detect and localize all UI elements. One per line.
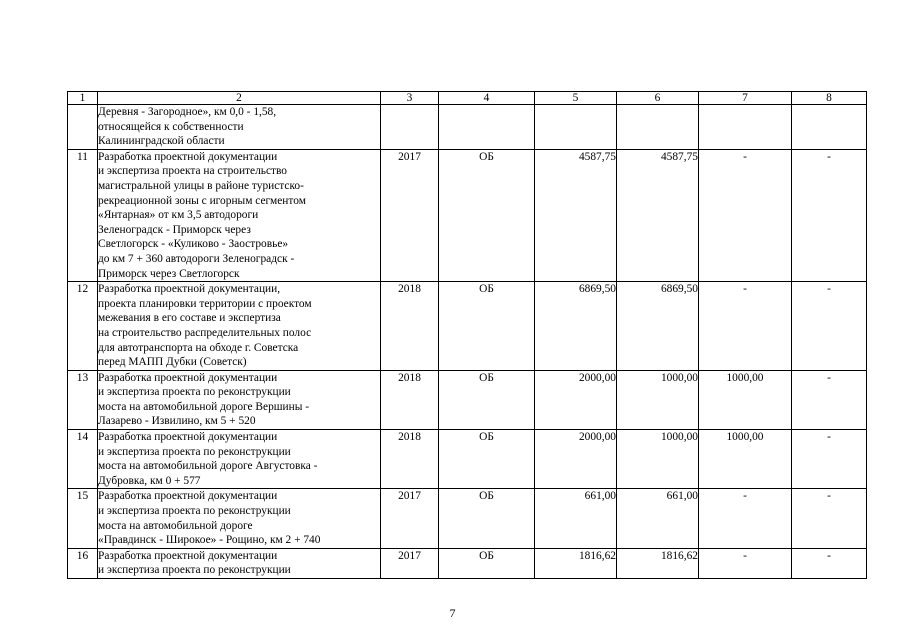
- cell-num: 14: [68, 430, 98, 489]
- cell-num: 15: [68, 489, 98, 548]
- cell-name-line: и экспертиза проекта по реконструкции: [98, 445, 291, 458]
- cell-col8: -: [792, 548, 867, 578]
- cell-col8: [792, 105, 867, 150]
- cell-name-line: Разработка проектной документации,: [98, 283, 281, 296]
- cell-name: [98, 282, 381, 371]
- cell-col8: -: [792, 489, 867, 548]
- cell-name-line: «Янтарная» от км 3,5 автодороги: [98, 209, 259, 222]
- cell-name-line: относящейся к собственности: [98, 120, 244, 133]
- cell-col5: [535, 105, 617, 150]
- table-row: [68, 548, 867, 578]
- cell-col5: 2000,00: [535, 430, 617, 489]
- header-col-2: 2: [98, 92, 381, 105]
- table-row: [68, 149, 867, 281]
- cell-name-line: моста на автомобильной дороге Вершины -: [98, 400, 310, 413]
- table-row: [68, 430, 867, 489]
- cell-name-line: и экспертиза проекта по реконструкции: [98, 564, 291, 577]
- cell-col7: 1000,00: [699, 430, 792, 489]
- header-col-5: 5: [535, 92, 617, 105]
- header-col-6: 6: [617, 92, 699, 105]
- cell-name-line: перед МАПП Дубки (Советск): [98, 356, 247, 369]
- cell-name-line: Разработка проектной документации: [98, 431, 278, 444]
- cell-name-line: моста на автомобильной дороге: [98, 519, 253, 532]
- cell-name-line: Калининградской области: [98, 135, 225, 148]
- table-body: [68, 105, 867, 579]
- cell-year: [381, 105, 439, 150]
- cell-name-line: до км 7 + 360 автодороги Зеленоградск -: [98, 252, 295, 265]
- continuation-row: [68, 105, 867, 150]
- cell-name: [98, 105, 381, 150]
- cell-num: 16: [68, 548, 98, 578]
- cell-name-line: Разработка проектной документации: [98, 371, 278, 384]
- cell-source: ОБ: [439, 489, 535, 548]
- cell-col7: -: [699, 282, 792, 371]
- cell-name-line: межевания в его составе и экспертиза: [98, 312, 281, 325]
- cell-year: 2018: [381, 370, 439, 429]
- cell-col5: 661,00: [535, 489, 617, 548]
- cell-name-line: и экспертиза проекта по реконструкции: [98, 505, 291, 518]
- cell-col7: [699, 105, 792, 150]
- cell-name-line: Дубровка, км 0 + 577: [98, 474, 201, 487]
- cell-name-line: Лазарево - Извилино, км 5 + 520: [98, 415, 256, 428]
- cell-col5: 2000,00: [535, 370, 617, 429]
- cell-col7: -: [699, 489, 792, 548]
- header-col-3: 3: [381, 92, 439, 105]
- cell-name-line: Зеленоградск - Приморск через: [98, 223, 251, 236]
- header-col-7: 7: [699, 92, 792, 105]
- header-col-1: 1: [68, 92, 98, 105]
- cell-name-line: Разработка проектной документации: [98, 150, 278, 163]
- table-row: [68, 282, 867, 371]
- cell-name: [98, 370, 381, 429]
- cell-source: ОБ: [439, 282, 535, 371]
- cell-name-line: на строительство распределительных полос: [98, 326, 312, 339]
- cell-name-line: для автотранспорта на обходе г. Советска: [98, 341, 299, 354]
- cell-source: ОБ: [439, 430, 535, 489]
- cell-col5: 4587,75: [535, 149, 617, 281]
- cell-col8: -: [792, 282, 867, 371]
- cell-name-line: моста на автомобильной дороге Августовка -: [98, 460, 318, 473]
- cell-col8: -: [792, 430, 867, 489]
- cell-col8: -: [792, 370, 867, 429]
- cell-col6: 1000,00: [617, 370, 699, 429]
- cell-name-line: и экспертиза проекта на строительство: [98, 165, 287, 178]
- cell-col6: 1000,00: [617, 430, 699, 489]
- cell-year: 2017: [381, 548, 439, 578]
- cell-col8: -: [792, 149, 867, 281]
- cell-name-line: и экспертиза проекта по реконструкции: [98, 386, 291, 399]
- cell-col7: -: [699, 548, 792, 578]
- cell-col6: 4587,75: [617, 149, 699, 281]
- cell-year: 2017: [381, 489, 439, 548]
- header-row: [68, 92, 867, 105]
- cell-col6: [617, 105, 699, 150]
- table-row: [68, 370, 867, 429]
- cell-year: 2017: [381, 149, 439, 281]
- cell-col5: 1816,62: [535, 548, 617, 578]
- cell-col6: 6869,50: [617, 282, 699, 371]
- cell-year: 2018: [381, 430, 439, 489]
- cell-source: ОБ: [439, 548, 535, 578]
- cell-name-line: рекреационной зоны с игорным сегментом: [98, 194, 306, 207]
- cell-source: [439, 105, 535, 150]
- table-header: [68, 92, 867, 105]
- cell-name: [98, 149, 381, 281]
- cell-source: ОБ: [439, 370, 535, 429]
- cell-col6: 661,00: [617, 489, 699, 548]
- cell-col7: -: [699, 149, 792, 281]
- cell-name-line: «Правдинск - Широкое» - Рощино, км 2 + 740: [98, 534, 321, 547]
- cell-num: 13: [68, 370, 98, 429]
- page-number: 7: [449, 606, 456, 620]
- cell-name: [98, 489, 381, 548]
- cell-source: ОБ: [439, 149, 535, 281]
- cell-name-line: Деревня - Загородное», км 0,0 - 1,58,: [98, 106, 277, 118]
- cell-num: 11: [68, 149, 98, 281]
- cell-col6: 1816,62: [617, 548, 699, 578]
- cell-name-line: Разработка проектной документации: [98, 490, 278, 503]
- cell-name-line: магистральной улицы в районе туристско-: [98, 179, 304, 192]
- header-col-4: 4: [439, 92, 535, 105]
- header-col-8: 8: [792, 92, 867, 105]
- cell-year: 2018: [381, 282, 439, 371]
- cell-name-line: проекта планировки территории с проектом: [98, 297, 312, 310]
- cell-name-line: Разработка проектной документации: [98, 549, 278, 562]
- cell-name-line: Приморск через Светлогорск: [98, 267, 240, 280]
- cell-num: [68, 105, 98, 150]
- cell-name: [98, 430, 381, 489]
- cell-name-line: Светлогорск - «Куликово - Заостровье»: [98, 238, 289, 251]
- cell-num: 12: [68, 282, 98, 371]
- table-row: [68, 489, 867, 548]
- projects-table: [67, 91, 867, 579]
- cell-name: [98, 548, 381, 578]
- cell-col7: 1000,00: [699, 370, 792, 429]
- cell-col5: 6869,50: [535, 282, 617, 371]
